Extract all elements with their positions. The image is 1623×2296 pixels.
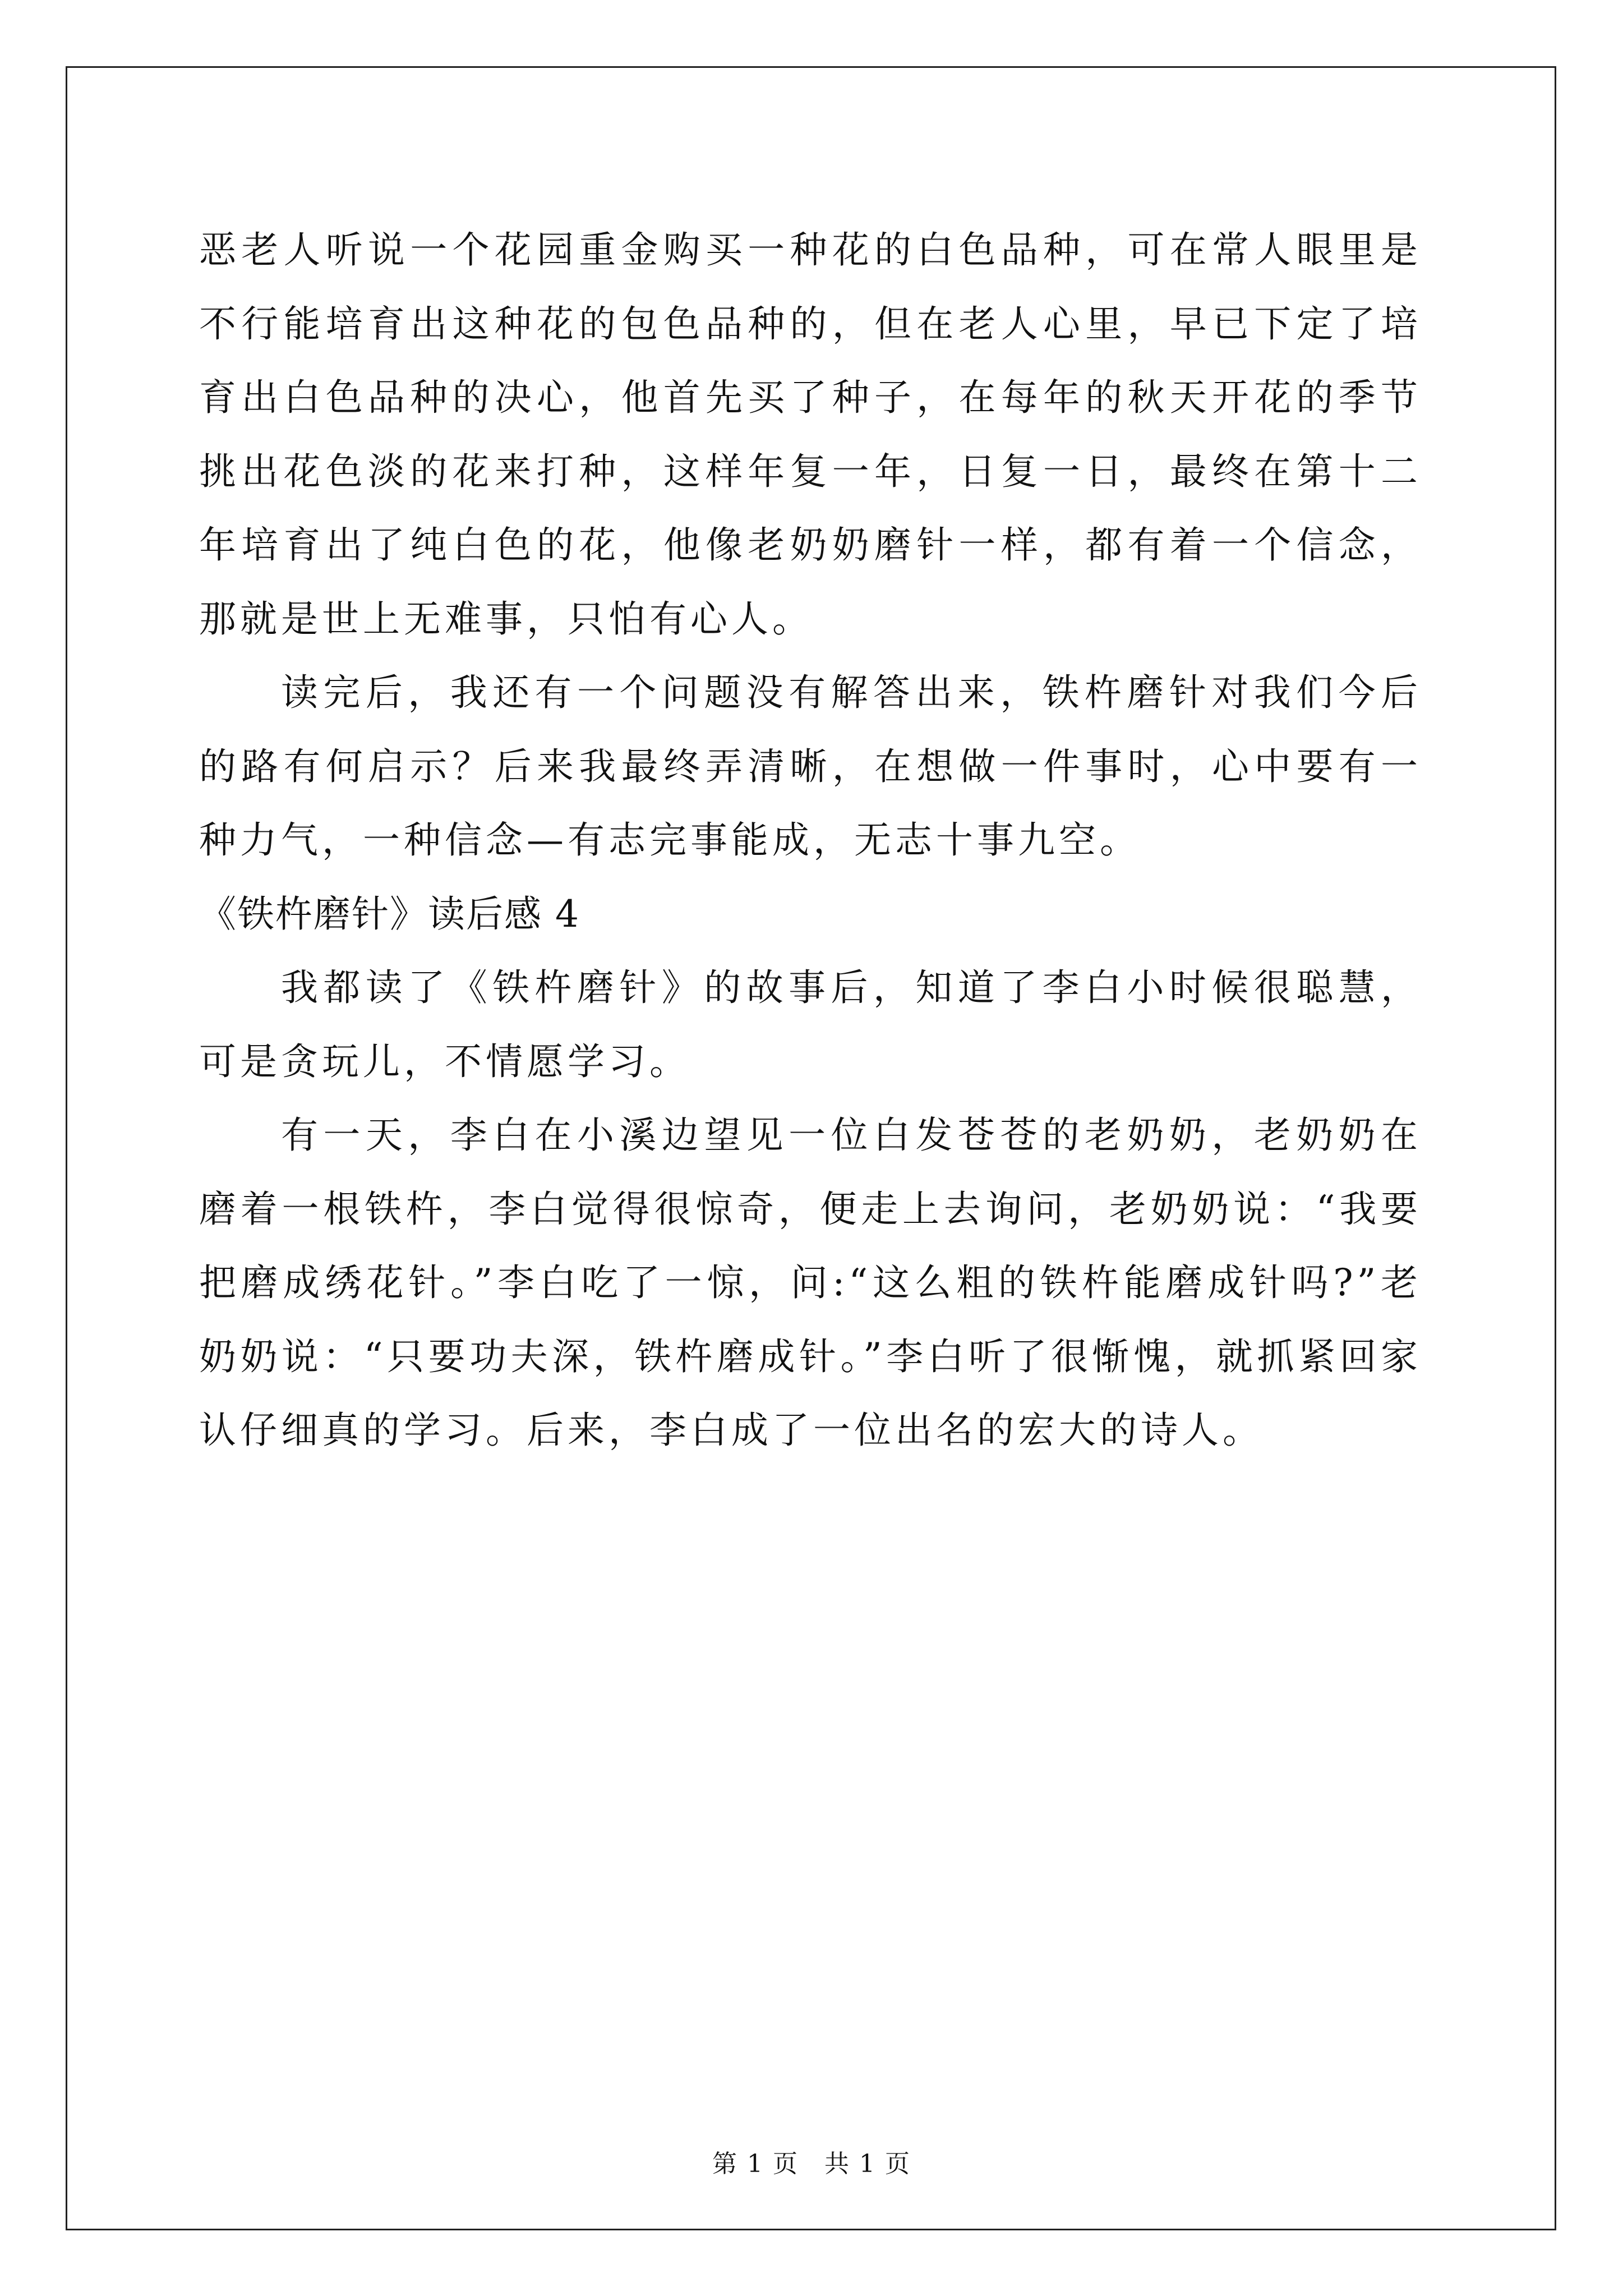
paragraph: 恶老人听说一个花园重金购买一种花的白色品种，可在常人眼里是不行能培育出这种花的包色品种的，但在老人心里，早已下定了培育出白色品种的决心，他首先买了种子，在每年的秋天开花的季节挑出花色淡的花来打种，这样年复一年，日复一日，最终在第十二年培育出了纯白色的花，他像老奶奶磨针一样，都有着一个信念，那就是世上无难事，只怕有心人。 [199,228,1422,641]
paragraph: 读完后，我还有一个问题没有解答出来，铁杵磨针对我们今后的路有何启示？后来我最终弄清晰，在想做一件事时，心中要有一种力气，一种信念—有志完事能成，无志十事九空。 [199,671,1422,862]
paragraph: 我都读了《铁杵磨针》的故事后，知道了李白小时候很聪慧，可是贪玩儿，不情愿学习。 [199,966,1422,1083]
page-number-footer: 第 1 页 共 1 页 [712,2150,911,2178]
paragraph: 有一天，李白在小溪边望见一位白发苍苍的老奶奶，老奶奶在磨着一根铁杵，李白觉得很惊奇，便走上去询问，老奶奶说：“我要把磨成绣花针。”李白吃了一惊，问:“这么粗的铁杵能磨成针吗?”老奶奶说：“只要功夫深，铁杵磨成针。”李白听了很惭愧，就抓紧回家认仔细真的学习。后来，李白成了一位出名的宏大的诗人。 [199,1114,1422,1452]
section-heading: 《铁杵磨针》读后感 4 [199,892,580,936]
document-body [199,213,1422,1467]
